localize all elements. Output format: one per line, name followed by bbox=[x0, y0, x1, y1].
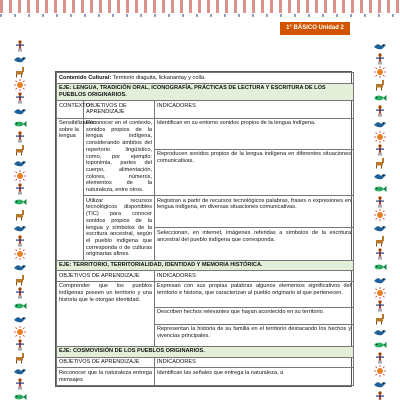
fish-icon bbox=[373, 339, 387, 351]
fish-icon bbox=[13, 118, 27, 130]
sun-icon bbox=[373, 287, 387, 299]
figure-icon bbox=[373, 352, 387, 364]
sun-icon bbox=[373, 131, 387, 143]
fish-icon bbox=[13, 391, 27, 400]
llama-icon bbox=[13, 352, 27, 364]
decorative-top-band bbox=[0, 0, 400, 13]
sun-icon bbox=[373, 66, 387, 78]
figure-icon bbox=[13, 235, 27, 247]
bird-icon bbox=[373, 118, 387, 130]
llama-icon bbox=[13, 209, 27, 221]
llama-icon bbox=[13, 66, 27, 78]
llama-icon bbox=[373, 313, 387, 325]
section2-objective: Comprender que los pueblos indígenas poseen un territorio y una historia que le otorgan identidad. bbox=[57, 281, 155, 346]
figure-icon bbox=[13, 378, 27, 390]
section2-col-indicators: INDICADORES bbox=[155, 271, 354, 282]
llama-icon bbox=[13, 144, 27, 156]
section1-objective-1: Reconocer en el contexto, sonidos propios de la lengua indígena, considerando ámbitos del repertorio lingüístico, como, por ejemplo: toponimia, partes del cuerpo, alimentación, colores, números, elementos de la naturaleza, entre otros. bbox=[84, 118, 155, 196]
section2-indicator-b: Describen hechos relevantes que hayan acontecido en su territorio. bbox=[155, 307, 354, 324]
figure-icon bbox=[13, 183, 27, 195]
figure-icon bbox=[373, 196, 387, 208]
section3-objective: Reconocer que la naturaleza entrega mensajes bbox=[57, 368, 155, 385]
section2-indicator-c: Representan la historia de su familia en el territorio destacando los hechos y vivencias principales. bbox=[155, 324, 354, 346]
llama-icon bbox=[373, 157, 387, 169]
bird-icon bbox=[373, 326, 387, 338]
bird-icon bbox=[373, 274, 387, 286]
section1-col-indicators: INDICADORES bbox=[155, 101, 354, 118]
section2-title: EJE: TERRITORIO, TERRITORIALIDAD, IDENTIDAD Y MEMORIA HISTÓRICA. bbox=[57, 260, 354, 271]
bird-icon bbox=[13, 313, 27, 325]
figure-icon bbox=[373, 248, 387, 260]
section3-col-indicators: INDICADORES bbox=[155, 357, 354, 368]
bird-icon bbox=[13, 222, 27, 234]
content-cultural-row bbox=[57, 73, 354, 84]
section1-col-objectives: OBJETIVOS DE APRENDIZAJE bbox=[84, 101, 155, 118]
figure-icon bbox=[13, 131, 27, 143]
content-cultural-value: Territorio diaguita, lickanantay y colla. bbox=[111, 74, 206, 81]
sun-icon bbox=[13, 170, 27, 182]
section1-title: EJE: LENGUA, TRADICIÓN ORAL, ICONOGRAFÍA, PRÁCTICAS DE LECTURA Y ESCRITURA DE LOS PUEBLOS ORIGINARIOS. bbox=[57, 83, 354, 100]
sun-icon bbox=[373, 365, 387, 377]
fish-icon bbox=[373, 261, 387, 273]
section1-context: Sensibilización sobre la lengua bbox=[57, 118, 84, 260]
sun-icon bbox=[13, 248, 27, 260]
bird-icon bbox=[13, 105, 27, 117]
section2-indicator-a: Expresan con sus propias palabras algunos elementos significativos del territorio e historia, que caracterizan al pueblo originario al que pertenecen. bbox=[155, 281, 354, 307]
bird-icon bbox=[13, 53, 27, 65]
sun-icon bbox=[373, 209, 387, 221]
decorative-top-band-secondary bbox=[0, 14, 400, 17]
llama-icon bbox=[13, 274, 27, 286]
section1-indicator-1a: Identifican en su entorno sonidos propios de la lengua indígena. bbox=[155, 118, 354, 149]
section1-indicator-2a: Registran a partir de recursos tecnológicos palabras, frases o expresiones en lengua indígena, en diversas situaciones comunicativas. bbox=[155, 196, 354, 228]
section3-indicator: Identifican las señales que entrega la naturaleza, a bbox=[155, 368, 354, 385]
figure-icon bbox=[373, 391, 387, 400]
section1-indicator-1b: Reproducen sonidos propios de la lengua indígena en diferentes situaciones comunicativas. bbox=[155, 149, 354, 195]
bird-icon bbox=[373, 222, 387, 234]
fish-icon bbox=[13, 300, 27, 312]
bird-icon bbox=[373, 170, 387, 182]
llama-icon bbox=[373, 235, 387, 247]
figure-icon bbox=[13, 40, 27, 52]
content-cultural-label: Contenido Cultural: bbox=[59, 74, 112, 81]
section3-title: EJE: COSMOVISIÓN DE LOS PUEBLOS ORIGINARIOS. bbox=[57, 346, 354, 357]
sun-icon bbox=[13, 326, 27, 338]
bird-icon bbox=[13, 365, 27, 377]
fish-icon bbox=[373, 92, 387, 104]
fish-icon bbox=[373, 183, 387, 195]
bird-icon bbox=[373, 378, 387, 390]
right-decorative-border bbox=[370, 40, 390, 400]
section3-col-objectives: OBJETIVOS DE APRENDIZAJE bbox=[57, 357, 155, 368]
sun-icon bbox=[13, 79, 27, 91]
bird-icon bbox=[13, 157, 27, 169]
figure-icon bbox=[373, 300, 387, 312]
section1-objective-2: Utilizar recursos tecnológicos disponibles (TIC) para conocer sonidos propios de la lengua y símbolos de la escritura ancestral, según el pueblo indígena que corresponda o de culturas originarias afines. bbox=[84, 196, 155, 260]
section2-col-objectives: OBJETIVOS DE APRENDIZAJE bbox=[57, 271, 155, 282]
figure-icon bbox=[373, 105, 387, 117]
section1-col-context: CONTEXTO bbox=[57, 101, 84, 118]
figure-icon bbox=[373, 144, 387, 156]
figure-icon bbox=[13, 339, 27, 351]
figure-icon bbox=[13, 287, 27, 299]
fish-icon bbox=[13, 196, 27, 208]
left-decorative-border bbox=[10, 40, 30, 400]
unit-tab: 1° BÁSICO Unidad 2 bbox=[280, 22, 350, 35]
curriculum-table bbox=[56, 72, 354, 386]
figure-icon bbox=[373, 53, 387, 65]
figure-icon bbox=[13, 92, 27, 104]
llama-icon bbox=[373, 79, 387, 91]
curriculum-document bbox=[55, 71, 352, 387]
bird-icon bbox=[373, 40, 387, 52]
section1-indicator-2b: Seleccionan, en internet, imágenes referidas a símbolos de la escritura ancestral del pueblo indígena que corresponda. bbox=[155, 228, 354, 260]
bird-icon bbox=[13, 261, 27, 273]
